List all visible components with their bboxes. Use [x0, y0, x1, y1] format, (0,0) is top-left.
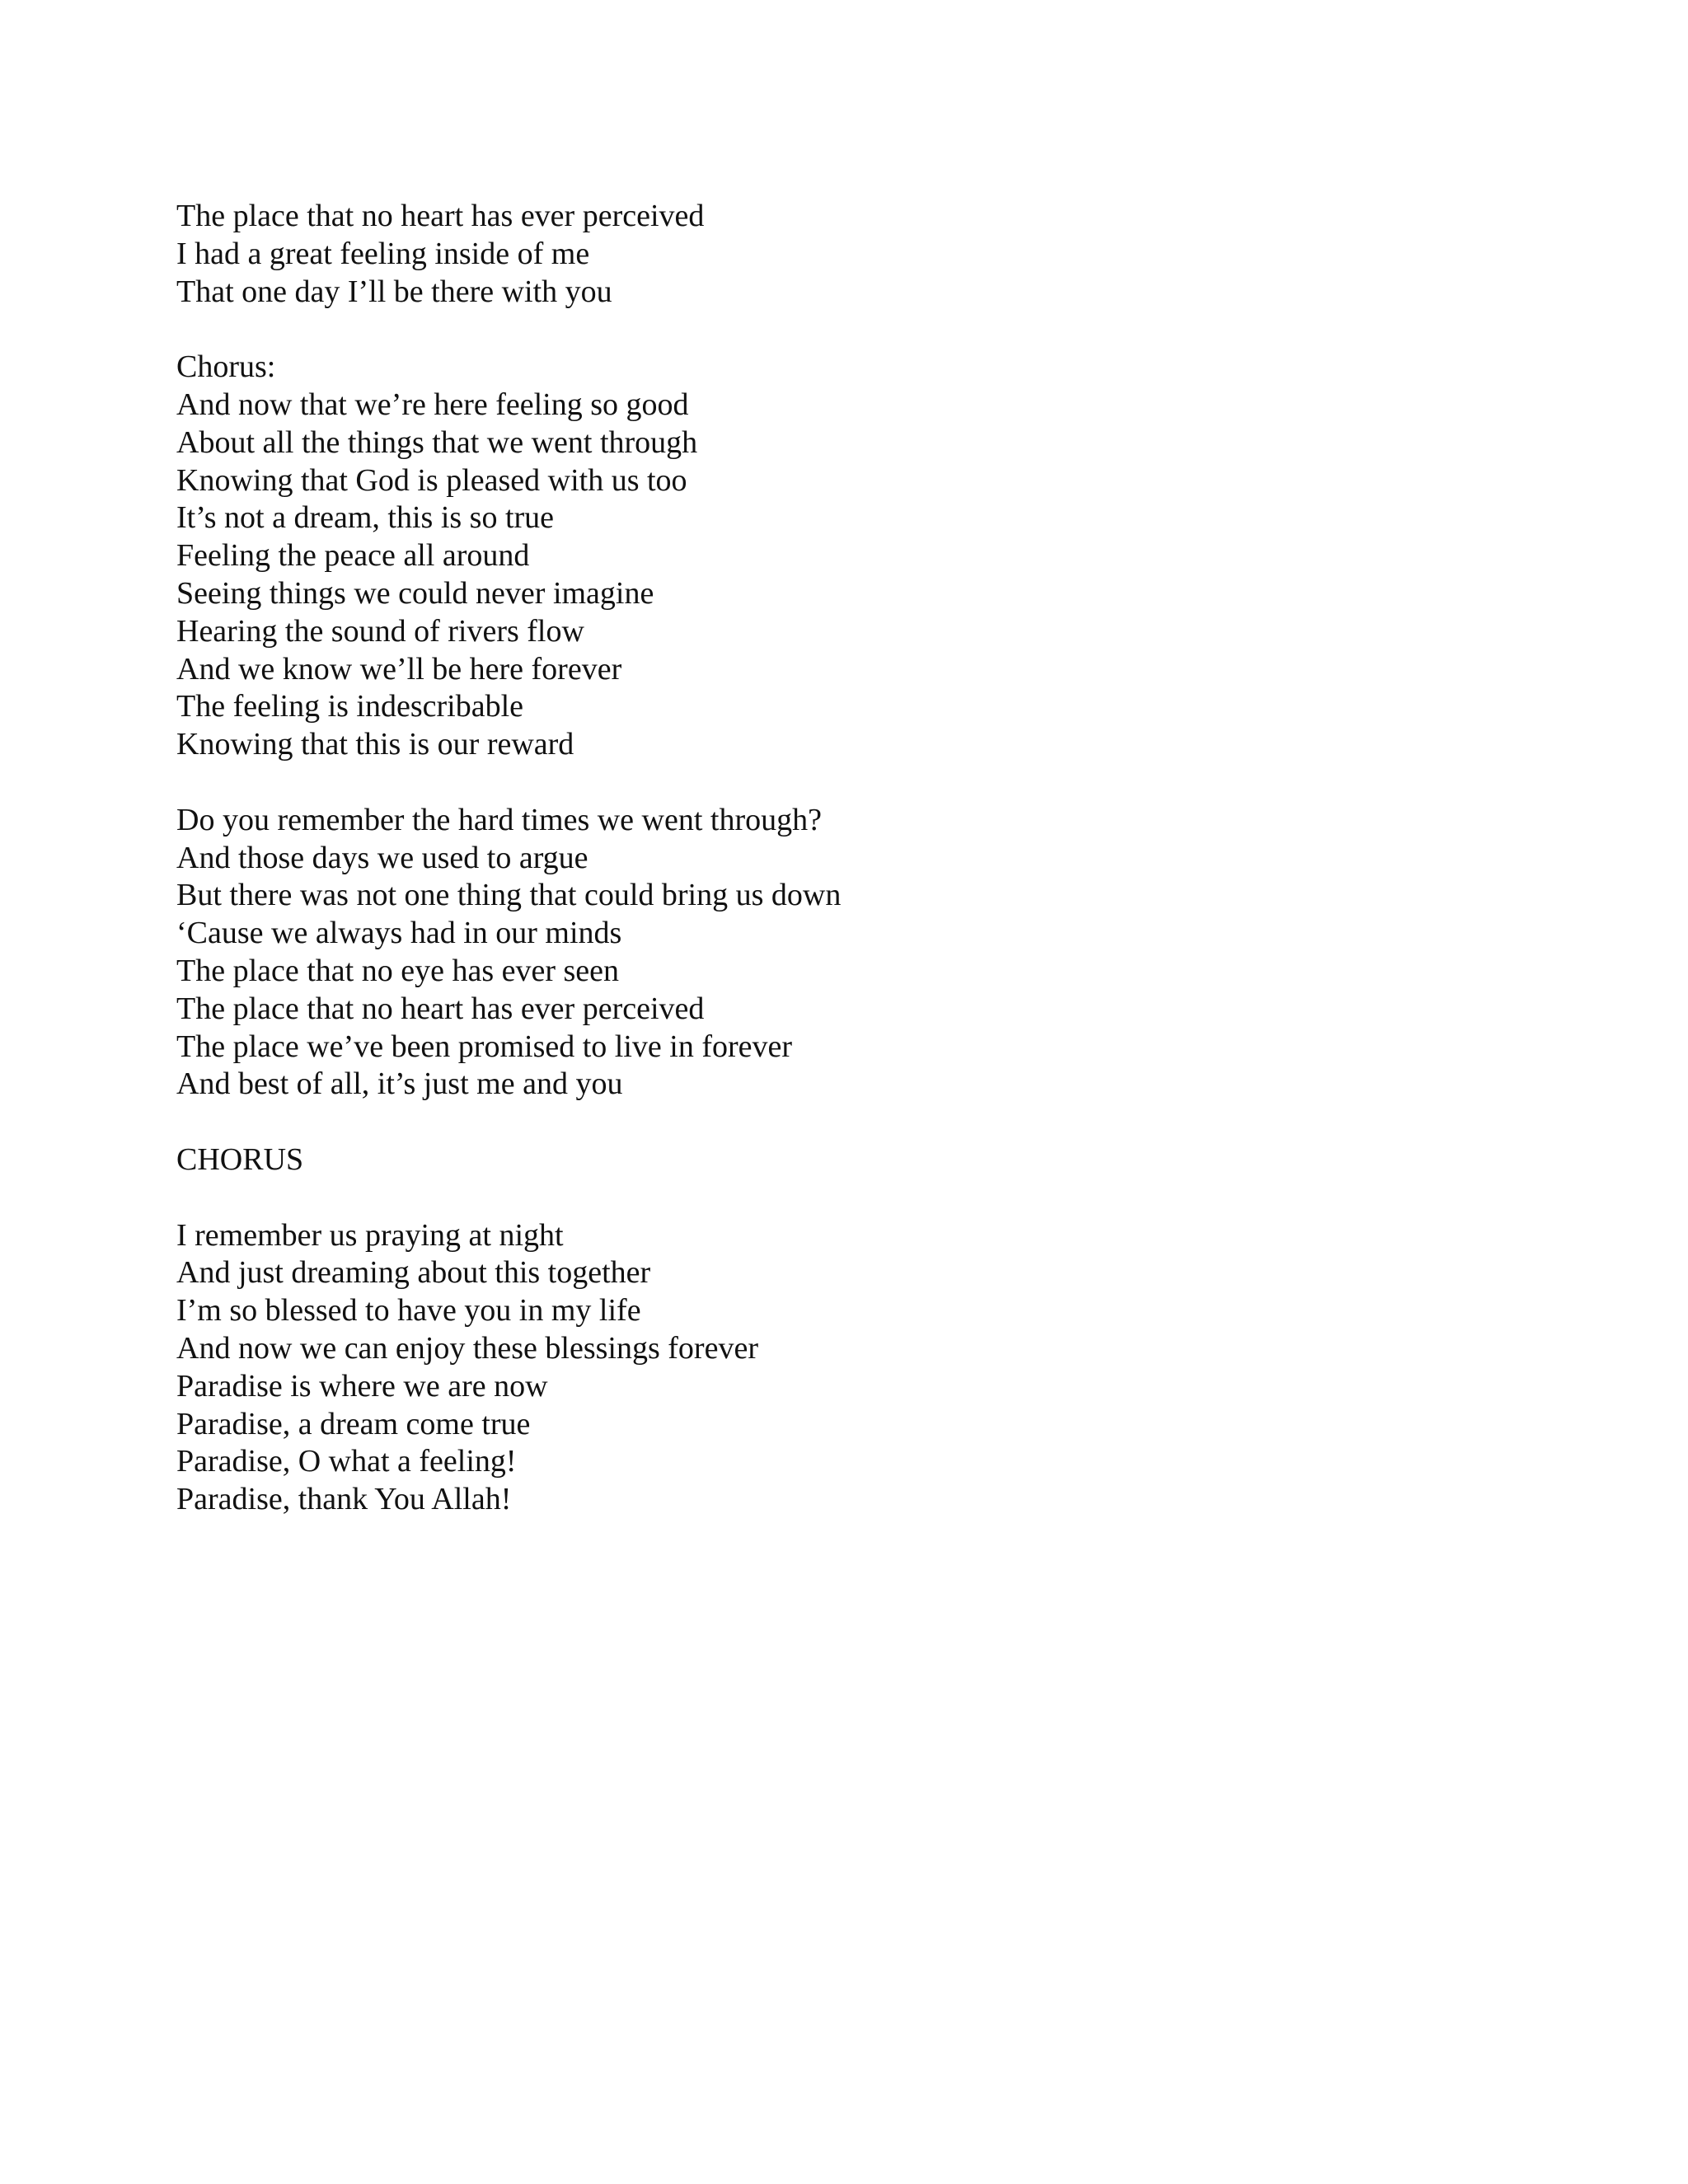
lyric-line: The place that no eye has ever seen — [176, 953, 620, 988]
lyric-line: I remember us praying at night — [176, 1217, 564, 1253]
stanza-chorus — [176, 349, 1578, 764]
lyric-line: I had a great feeling inside of me — [176, 236, 590, 271]
lyric-line: And best of all, it’s just me and you — [176, 1066, 623, 1102]
chorus-marker: CHORUS — [176, 1141, 304, 1177]
lyric-line: Paradise, a dream come true — [176, 1406, 531, 1441]
lyric-line: Paradise, O what a feeling! — [176, 1444, 517, 1479]
lyric-line: Do you remember the hard times we went through? — [176, 802, 822, 837]
lyric-line: And now we can enjoy these blessings forever — [176, 1330, 758, 1366]
lyric-line: The place that no heart has ever perceived — [176, 991, 705, 1026]
lyric-line: Hearing the sound of rivers flow — [176, 613, 584, 649]
stanza-1 — [176, 198, 1578, 311]
lyric-line: Paradise, thank You Allah! — [176, 1482, 512, 1517]
lyric-line: And just dreaming about this together — [176, 1255, 651, 1291]
lyric-line: Seeing things we could never imagine — [176, 575, 654, 611]
lyric-line: And now that we’re here feeling so good — [176, 387, 689, 422]
lyric-line: ‘Cause we always had in our minds — [176, 916, 622, 951]
lyric-line: The place that no heart has ever perceived — [176, 199, 705, 233]
lyric-line: But there was not one thing that could bring us down — [176, 878, 842, 913]
stanza-3 — [176, 802, 1578, 1104]
lyric-line: That one day I’ll be there with you — [176, 274, 612, 309]
chorus-heading: Chorus: — [176, 349, 276, 385]
stanza-chorus-marker — [176, 1141, 1578, 1179]
stanza-5 — [176, 1217, 1578, 1519]
lyric-line: About all the things that we went through — [176, 424, 698, 460]
lyric-line: Knowing that God is pleased with us too — [176, 462, 687, 498]
lyric-line: And we know we’ll be here forever — [176, 651, 622, 687]
lyric-line: It’s not a dream, this is so true — [176, 500, 555, 536]
lyric-line: I’m so blessed to have you in my life — [176, 1293, 641, 1329]
lyric-line: Paradise is where we are now — [176, 1368, 548, 1404]
lyrics-body — [176, 198, 1578, 1557]
lyric-line: And those days we used to argue — [176, 840, 588, 875]
lyric-line: The feeling is indescribable — [176, 689, 524, 724]
lyric-line: Knowing that this is our reward — [176, 727, 574, 762]
lyric-line: The place we’ve been promised to live in forever — [176, 1029, 793, 1064]
lyric-line: Feeling the peace all around — [176, 538, 530, 574]
